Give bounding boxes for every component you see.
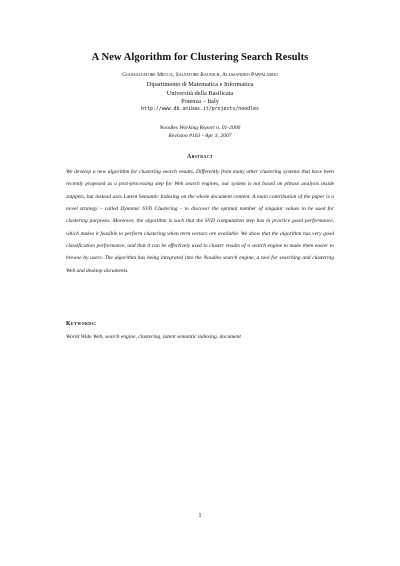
city: Potenza – Italy — [181, 98, 219, 105]
project-url[interactable]: http://www.db.unibas.it/projects/noodles — [141, 106, 259, 112]
abstract-heading: Abstract — [187, 154, 213, 160]
keywords-heading: Keywords: — [66, 321, 97, 327]
affiliation — [0, 81, 400, 98]
paper-title: A New Algorithm for Clustering Search Results — [91, 52, 309, 63]
university: Università della Basilicata — [166, 89, 234, 97]
page-number: 1 — [198, 512, 202, 519]
report-revision: Revision #163 - Apr 3, 2007 — [168, 133, 232, 139]
report-series: Noodles Working Report n. 01-2006 — [159, 125, 241, 131]
department: Dipartimento di Matematica e Informatica — [146, 81, 254, 88]
abstract-text: We develop a new algorithm for clustering search results. Differently from many other clustering systems that have been recently proposed as a post-processing step for Web search engines, our system is not based on phrase analysis inside snippets, but instead uses Latent Semantic Indexing on the whole document content. A main contribution of the paper is a novel strategy – called Dynamic SVD Clustering – to discover the optimal number of singular values to be used for clustering purposes. Moreover, the algorithm is such that the SVD computation step has in practice good performance, which makes it feasible to perform clustering when term vectors are available. We show that the algorithm has very good classification performance, and that it can be effectively used to cluster results of a search engine to make them easier to browse by users. The algorithm has being integrated into the Noodles search engine, a tool for searching and clustering Web and desktop documents. — [66, 169, 334, 274]
author-list — [0, 72, 400, 78]
authors-text: Giansalvatore Mecca, Salvatore Raunich, Alessandro Pappalardo — [122, 72, 278, 78]
keywords-text: World Wide Web, search engine, clustering, latent semantic indexing, document — [66, 334, 241, 340]
report-info — [0, 124, 400, 140]
